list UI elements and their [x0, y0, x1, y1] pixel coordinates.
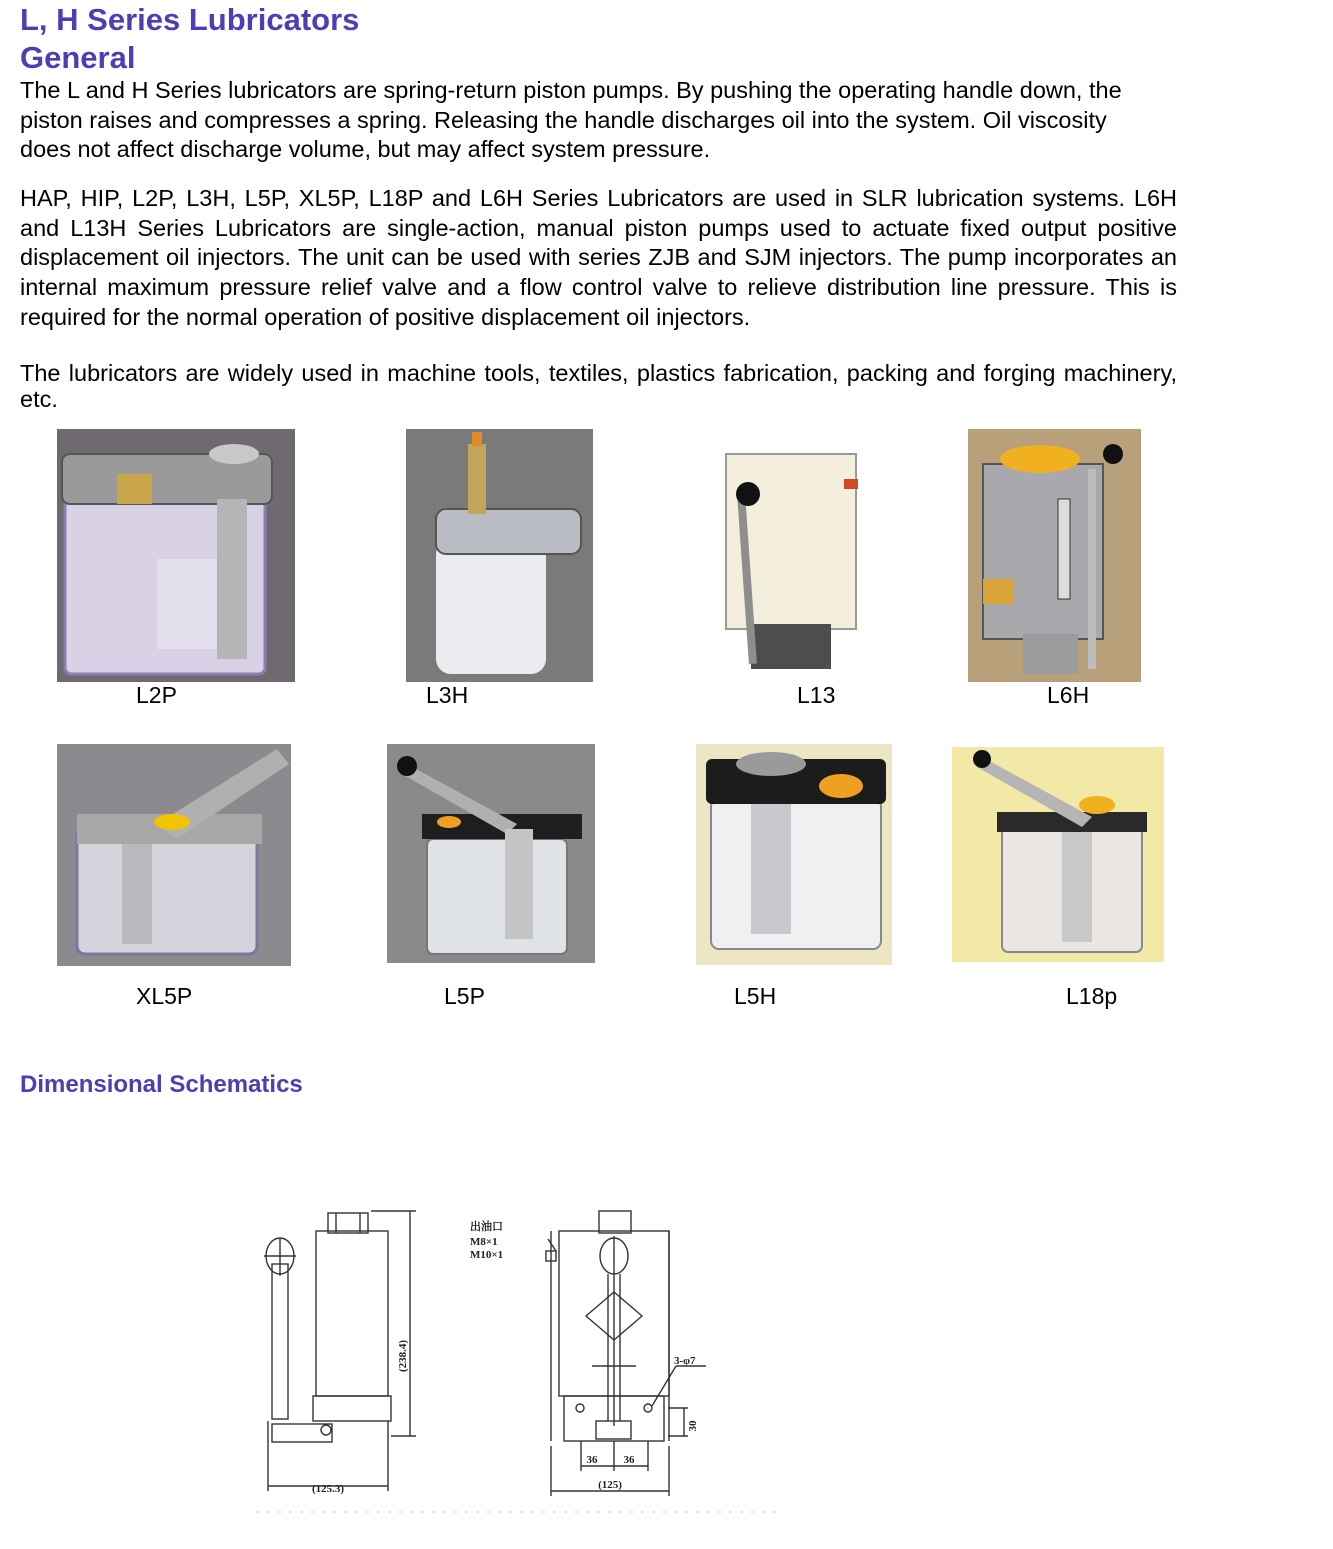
application-paragraph: HAP, HIP, L2P, L3H, L5P, XL5P, L18P and L6H Series Lubricators are used in SLR lubrication systems. L6H and L13H Series Lubricators are single-action, manual piston pumps used to actuate fixed output positive displacement oil injectors. The unit can be used with series ZJB and SJM injectors. The pump incorporates an internal maximum pressure relief valve and a flow control valve to relieve distribution line pressure. This is required for the normal operation of positive displacement oil injectors.: [20, 185, 1177, 330]
caption-l2p: L2P: [136, 682, 177, 708]
product-photo-xl5p: [57, 744, 291, 966]
dim-label-thread-m10: M10×1: [470, 1249, 504, 1261]
dim-label-holes: 3-φ7: [674, 1355, 696, 1367]
caption-l13: L13: [797, 682, 836, 708]
product-photo-l2p: [57, 429, 295, 682]
product-photo-l3h: [406, 429, 593, 682]
intro-paragraph: The L and H Series lubricators are spring-return piston pumps. By pushing the operating handle down, the piston raises and compresses a spring. Releasing the handle discharges oil into the system. Oil viscosity does not affect discharge volume, but may affect system pressure.: [20, 77, 1122, 163]
dim-label-height: (238.4): [397, 1339, 409, 1373]
dim-label-36-right: 36: [623, 1454, 635, 1466]
product-photo-l18p: [952, 747, 1164, 962]
dim-label-outlet: 出油口: [470, 1221, 503, 1233]
section-title-dimensional: Dimensional Schematics: [20, 1071, 303, 1098]
dim-label-36-left: 36: [586, 1454, 598, 1466]
product-photo-l6h: [968, 429, 1141, 682]
caption-l6h: L6H: [1047, 682, 1090, 708]
caption-l3h: L3H: [426, 682, 469, 708]
section-title-general: General: [20, 40, 136, 75]
dimensional-schematic-drawing: [176, 1196, 808, 1516]
caption-xl5p: XL5P: [136, 983, 193, 1009]
product-photo-l13: [696, 429, 881, 682]
dim-label-30: 30: [687, 1420, 699, 1432]
caption-l18p: L18p: [1066, 983, 1118, 1009]
caption-l5h: L5H: [734, 983, 777, 1009]
usage-paragraph: The lubricators are widely used in machine tools, textiles, plastics fabrication, packing and forging machinery, etc.: [20, 360, 1177, 412]
caption-l5p: L5P: [444, 983, 485, 1009]
dim-label-width-right: (125): [598, 1479, 622, 1491]
product-photo-l5p: [387, 744, 595, 963]
dim-label-width-left: (125.3): [311, 1483, 345, 1495]
page-title: L, H Series Lubricators: [20, 2, 360, 37]
dim-label-thread-m8: M8×1: [470, 1236, 498, 1248]
product-photo-l5h: [696, 744, 892, 965]
